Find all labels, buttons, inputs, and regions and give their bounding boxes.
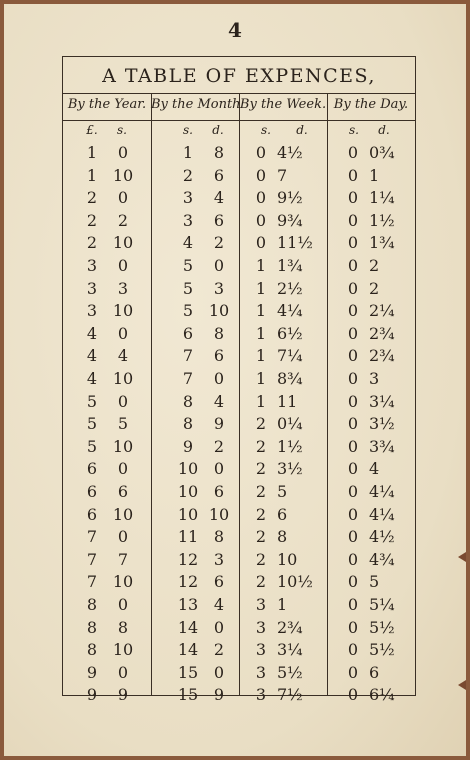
table-cell: 1½	[277, 436, 303, 456]
expense-table	[62, 56, 416, 705]
table-cell: 2	[86, 188, 98, 208]
header-by-day: By the Day.	[333, 97, 409, 112]
table-cell: 6¼	[369, 685, 395, 705]
table-cell: 10	[112, 572, 134, 592]
table-cell: 1	[277, 595, 288, 614]
table-cell: 7	[86, 549, 98, 569]
table-cell: 9	[117, 685, 129, 705]
table-cell: 2	[117, 210, 129, 230]
table-cell: 2	[255, 436, 267, 456]
table-cell: 10	[177, 459, 199, 479]
table-cell: 10	[112, 233, 134, 253]
table-cell: 2½	[277, 278, 303, 298]
table-cell: 2	[86, 233, 98, 253]
table-cell: 15	[177, 662, 199, 682]
table-cell: 3	[213, 549, 225, 569]
table-cell: 0	[347, 210, 359, 230]
page-number: 4	[228, 18, 242, 42]
unit-year-pounds: £.	[86, 123, 98, 137]
table-cell: 2	[255, 572, 267, 592]
table-cell: 2	[369, 256, 380, 275]
table-cell: 0	[213, 459, 225, 479]
table-cell: 1	[255, 301, 267, 321]
table-cell: 4¼	[369, 504, 395, 524]
table-cell: 10	[112, 301, 134, 321]
table-cell: 0	[347, 346, 359, 366]
table-cell: 8	[213, 143, 225, 162]
table-cell: 0	[213, 617, 225, 637]
header-by-month: By the Month	[151, 97, 241, 112]
table-cell: 5½	[369, 640, 395, 660]
table-cell: 0	[255, 233, 267, 253]
table-cell: 0	[347, 640, 359, 660]
table-cell: 1½	[369, 210, 395, 230]
table-cell: 7	[86, 527, 98, 547]
table-cell: 3	[255, 595, 267, 614]
table-cell: 0	[347, 165, 359, 185]
table-cell: 5¼	[369, 595, 395, 614]
table-cell: 4	[213, 391, 225, 411]
table-cell: 5	[182, 301, 194, 321]
table-cell: 7	[182, 346, 194, 366]
table-cell: 4½	[277, 143, 303, 162]
table-cell: 5	[182, 256, 194, 275]
table-cell: 7	[86, 572, 98, 592]
header-by-week: By the Week.	[239, 97, 327, 112]
table-cell: 4	[182, 233, 194, 253]
table-cell: 3	[255, 640, 267, 660]
table-cell: 3½	[277, 459, 303, 479]
table-cell: 0	[347, 278, 359, 298]
table-cell: 0	[347, 595, 359, 614]
table-cell: 8	[213, 323, 225, 343]
table-cell: 0	[117, 188, 129, 208]
table-cell: 2	[86, 210, 98, 230]
table-cell: 0	[347, 369, 359, 388]
table-cell: 1	[86, 143, 98, 162]
table-cell: 3	[86, 278, 98, 298]
table-cell: 2¾	[277, 617, 303, 637]
table-cell: 8	[86, 617, 98, 637]
unit-year-shillings: s.	[117, 123, 127, 137]
table-cell: 8	[277, 527, 288, 547]
table-cell: 3	[86, 301, 98, 321]
table-cell: 3	[86, 256, 98, 275]
table-cell: 0	[117, 143, 129, 162]
unit-day-shillings: s.	[349, 123, 359, 137]
unit-week-shillings: s.	[261, 123, 271, 137]
table-title: A TABLE OF EXPENCES,	[102, 65, 376, 87]
table-cell: 11	[277, 391, 298, 411]
table-cell: 6	[369, 662, 380, 682]
table-cell: 3	[255, 617, 267, 637]
table-cell: 5	[86, 436, 98, 456]
table-cell: 1	[255, 256, 267, 275]
table-cell: 1¼	[369, 188, 395, 208]
table-cell: 8	[182, 391, 194, 411]
table-cell: 2	[255, 549, 267, 569]
table-cell: 4¼	[369, 482, 395, 501]
table-cell: 2	[255, 504, 267, 524]
table-cell: 6	[213, 482, 225, 501]
table-cell: 4	[86, 369, 98, 388]
table-cell: 0	[117, 595, 129, 614]
table-cell: 5½	[277, 662, 303, 682]
table-cell: 4½	[369, 527, 395, 547]
table-cell: 1	[255, 369, 267, 388]
table-cell: 4	[86, 323, 98, 343]
table-cell: 12	[177, 572, 199, 592]
table-cell: 6	[213, 210, 225, 230]
table-cell: 0	[347, 188, 359, 208]
table-cell: 3½	[369, 414, 395, 434]
table-cell: 9	[86, 662, 98, 682]
table-cell: 3	[182, 188, 194, 208]
table-cell: 0	[347, 301, 359, 321]
column-divider	[327, 93, 328, 695]
table-cell: 6	[213, 572, 225, 592]
table-cell: 0	[347, 482, 359, 501]
table-cell: 8	[117, 617, 129, 637]
table-cell: 6	[213, 165, 225, 185]
table-cell: 6	[277, 504, 288, 524]
table-cell: 12	[177, 549, 199, 569]
table-cell: 1	[86, 165, 98, 185]
table-cell: 3	[369, 369, 380, 388]
unit-day-pence: d.	[378, 123, 390, 137]
table-cell: 3¼	[369, 391, 395, 411]
table-cell: 1	[255, 346, 267, 366]
table-cell: 2¼	[369, 301, 395, 321]
page-edge-mark	[458, 552, 466, 562]
table-cell: 1	[369, 165, 380, 185]
table-cell: 0	[347, 504, 359, 524]
table-cell: 10	[112, 369, 134, 388]
table-cell: 10	[177, 482, 199, 501]
table-cell: 1	[255, 323, 267, 343]
table-cell: 0	[255, 143, 267, 162]
table-cell: 5	[182, 278, 194, 298]
table-cell: 7½	[277, 685, 303, 705]
table-cell: 1	[255, 278, 267, 298]
header-by-year: By the Year.	[67, 97, 147, 112]
table-cell: 0	[117, 662, 129, 682]
table-cell: 0	[255, 210, 267, 230]
table-cell: 4	[213, 188, 225, 208]
table-cell: 7	[182, 369, 194, 388]
table-cell: 7	[277, 165, 288, 185]
table-cell: 0	[117, 527, 129, 547]
table-cell: 0	[347, 459, 359, 479]
table-cell: 4	[213, 595, 225, 614]
table-cell: 15	[177, 685, 199, 705]
table-cell: 11	[177, 527, 199, 547]
table-cell: 14	[177, 640, 199, 660]
table-cell: 10	[112, 640, 134, 660]
table-cell: 1	[182, 143, 194, 162]
table-cell: 9½	[277, 188, 303, 208]
unit-month-shillings: s.	[183, 123, 193, 137]
table-cell: 5	[86, 414, 98, 434]
table-cell: 3	[255, 685, 267, 705]
table-cell: 0	[117, 391, 129, 411]
table-cell: 3	[117, 278, 129, 298]
table-cell: 3	[255, 662, 267, 682]
table-cell: 0¼	[277, 414, 303, 434]
table-cell: 10	[112, 504, 134, 524]
table-cell: 10	[208, 504, 230, 524]
table-cell: 2	[213, 233, 225, 253]
table-cell: 8	[86, 640, 98, 660]
table-cell: 8	[182, 414, 194, 434]
table-cell: 5	[369, 572, 380, 592]
table-cell: 10	[112, 165, 134, 185]
table-cell: 2	[255, 459, 267, 479]
table-cell: 2	[255, 527, 267, 547]
table-cell: 0	[117, 256, 129, 275]
table-cell: 6	[213, 346, 225, 366]
column-divider	[151, 93, 152, 695]
table-cell: 4¾	[369, 549, 395, 569]
table-cell: 2	[255, 482, 267, 501]
table-cell: 0	[213, 369, 225, 388]
table-cell: 11½	[277, 233, 313, 253]
table-cell: 13	[177, 595, 199, 614]
table-cell: 6	[86, 504, 98, 524]
table-cell: 0	[213, 662, 225, 682]
table-cell: 6	[86, 482, 98, 501]
table-cell: 0	[347, 323, 359, 343]
table-cell: 1¾	[369, 233, 395, 253]
table-cell: 9	[182, 436, 194, 456]
table-cell: 4	[117, 346, 129, 366]
table-cell: 1	[255, 391, 267, 411]
table-cell: 0	[255, 165, 267, 185]
table-cell: 0	[347, 662, 359, 682]
table-cell: 8	[86, 595, 98, 614]
table-cell: 0	[255, 188, 267, 208]
table-cell: 2¾	[369, 346, 395, 366]
book-page	[4, 4, 466, 756]
table-cell: 8¾	[277, 369, 303, 388]
table-cell: 0	[347, 572, 359, 592]
table-cell: 3¼	[277, 640, 303, 660]
unit-week-pence: d.	[296, 123, 308, 137]
table-cell: 4	[369, 459, 380, 479]
table-cell: 0	[347, 549, 359, 569]
table-cell: 0	[347, 143, 359, 162]
table-cell: 10½	[277, 572, 313, 592]
column-divider	[239, 93, 240, 695]
table-cell: 0	[213, 256, 225, 275]
unit-month-pence: d.	[212, 123, 224, 137]
table-cell: 5	[86, 391, 98, 411]
table-cell: 5½	[369, 617, 395, 637]
table-cell: 1¾	[277, 256, 303, 275]
table-cell: 5	[277, 482, 288, 501]
table-cell: 0	[347, 233, 359, 253]
table-cell: 14	[177, 617, 199, 637]
page-edge-mark	[458, 680, 466, 690]
table-cell: 6	[117, 482, 129, 501]
table-cell: 9	[86, 685, 98, 705]
table-cell: 10	[277, 549, 298, 569]
table-cell: 0	[347, 685, 359, 705]
table-cell: 10	[177, 504, 199, 524]
table-cell: 2	[255, 414, 267, 434]
table-cell: 6½	[277, 323, 303, 343]
table-cell: 0	[347, 256, 359, 275]
table-cell: 0	[347, 527, 359, 547]
table-cell: 9¾	[277, 210, 303, 230]
table-cell: 7¼	[277, 346, 303, 366]
table-cell: 8	[213, 527, 225, 547]
table-cell: 0	[117, 323, 129, 343]
table-cell: 0	[117, 459, 129, 479]
table-cell: 9	[213, 414, 225, 434]
table-cell: 3	[213, 278, 225, 298]
table-cell: 2	[369, 278, 380, 298]
table-cell: 0	[347, 414, 359, 434]
table-cell: 4	[86, 346, 98, 366]
table-cell: 10	[208, 301, 230, 321]
table-cell: 2¾	[369, 323, 395, 343]
table-cell: 9	[213, 685, 225, 705]
table-cell: 10	[112, 436, 134, 456]
table-cell: 3	[182, 210, 194, 230]
table-cell: 5	[117, 414, 129, 434]
table-cell: 2	[213, 436, 225, 456]
table-cell: 7	[117, 549, 129, 569]
table-cell: 0	[347, 617, 359, 637]
table-cell: 6	[86, 459, 98, 479]
table-cell: 0¾	[369, 143, 395, 162]
table-cell: 2	[213, 640, 225, 660]
table-cell: 3¾	[369, 436, 395, 456]
table-cell: 4¼	[277, 301, 303, 321]
table-cell: 0	[347, 391, 359, 411]
table-cell: 6	[182, 323, 194, 343]
table-cell: 0	[347, 436, 359, 456]
table-cell: 2	[182, 165, 194, 185]
